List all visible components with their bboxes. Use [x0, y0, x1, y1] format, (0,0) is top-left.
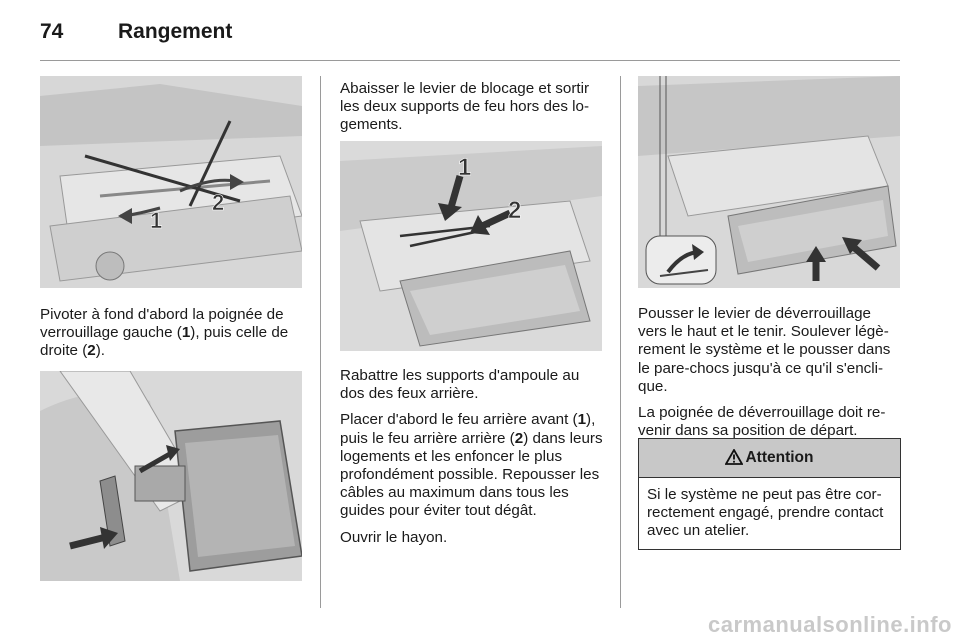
watermark: carmanualsonline.info: [708, 612, 952, 637]
column-divider-1: [320, 76, 321, 608]
page-number: 74: [40, 20, 64, 43]
paragraph-place-lamps: Placer d'abord le feu arrière avant (1), puis le feu arrière arrière (2) dans leurs logements et les enfoncer le plus profondément possible. Repousser les câbles au maximum dans tous les guides pour éviter tout dégât.: [340, 411, 603, 520]
header-rule: [40, 60, 900, 61]
figure-push-bumper: [638, 76, 900, 288]
figure-lamp-supports-drawing: [340, 141, 602, 351]
paragraph-fold-supports: Rabattre les supports d'ampoule au dos des feux arrière.: [340, 367, 580, 403]
figure-label-1: 1: [458, 154, 472, 181]
figure-locking-handles-drawing: [40, 76, 302, 288]
figure-lamp-unit-drawing: [40, 371, 302, 581]
paragraph-lower-lever: Abaisser le levier de blocage et sortir les deux supports de feu hors des logements.: [340, 80, 590, 134]
paragraph-pivot-handles: Pivoter à fond d'abord la poignée de verrouillage gauche (1), puis celle de droite (2).: [40, 306, 289, 360]
col2-text: [340, 367, 604, 555]
figure-push-bumper-drawing: [638, 76, 900, 288]
attention-box: [638, 438, 901, 550]
figure-lamp-supports: [340, 141, 602, 351]
attention-header: [639, 439, 900, 478]
paragraph-handle-return: La poignée de déverrouillage doit revenir dans sa position de départ.: [638, 404, 886, 440]
figure-lamp-unit: [40, 371, 302, 581]
paragraph-open-tailgate: Ouvrir le hayon.: [340, 528, 448, 546]
figure-label-2: 2: [212, 190, 225, 215]
attention-body: Si le système ne peut pas être correctement engagé, prendre contact avec un atelier.: [647, 486, 884, 540]
warning-triangle-icon: [725, 442, 743, 480]
page-title: Rangement: [118, 20, 233, 43]
figure-label-1: 1: [150, 208, 163, 233]
attention-title: Attention: [745, 449, 814, 466]
col2-top-text: [340, 80, 602, 143]
column-divider-2: [620, 76, 621, 608]
col1-text: [40, 306, 308, 369]
paragraph-push-release-lever: Pousser le levier de déverrouillage vers le haut et le tenir. Soulever légèrement le système et le pousser dans le pare-chocs jusqu'à ce qu'il s'enclique.: [638, 305, 891, 395]
figure-label-2: 2: [508, 197, 522, 224]
figure-locking-handles: [40, 76, 302, 288]
col3-text: [638, 305, 902, 448]
page-header: [40, 14, 900, 50]
